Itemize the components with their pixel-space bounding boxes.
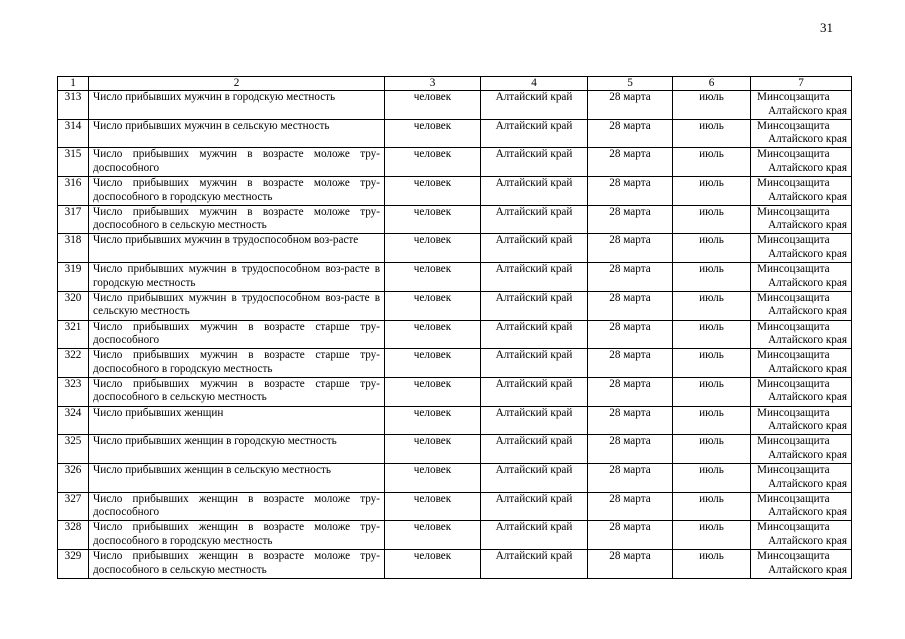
unit-of-measure: человек: [385, 119, 481, 148]
header-row: [58, 77, 852, 91]
row-number: 318: [58, 234, 89, 263]
responsible-body-line2: Алтайского края: [768, 305, 847, 318]
responsible-body-line2: Алтайского края: [768, 391, 847, 404]
responsible-body-line1: Минсоцзащита: [757, 349, 830, 362]
table-row: [58, 435, 852, 464]
responsible-body-line1: Минсоцзащита: [757, 435, 830, 448]
page-number: 31: [820, 20, 833, 35]
responsible-body: [751, 463, 852, 492]
indicator-table: [57, 76, 852, 579]
responsible-body-line1: Минсоцзащита: [757, 377, 830, 390]
responsible-body-line2: Алтайского края: [768, 276, 847, 289]
unit-of-measure: человек: [385, 349, 481, 378]
table-row: [58, 521, 852, 550]
row-number: 324: [58, 406, 89, 435]
unit-of-measure: человек: [385, 234, 481, 263]
indicator-name: Число прибывших мужчин в возрасте моложе тру-доспособного в городскую местность: [89, 177, 385, 206]
region: Алтайский край: [481, 349, 588, 378]
table-row: [58, 177, 852, 206]
period: июль: [673, 349, 751, 378]
deadline-date: 28 марта: [588, 463, 673, 492]
responsible-body: [751, 205, 852, 234]
deadline-date: 28 марта: [588, 521, 673, 550]
responsible-body-line1: Минсоцзащита: [757, 406, 830, 419]
deadline-date: 28 марта: [588, 177, 673, 206]
row-number: 316: [58, 177, 89, 206]
row-number: 321: [58, 320, 89, 349]
table-row: [58, 349, 852, 378]
unit-of-measure: человек: [385, 521, 481, 550]
region: Алтайский край: [481, 492, 588, 521]
responsible-body: [751, 263, 852, 292]
row-number: 317: [58, 205, 89, 234]
responsible-body: [751, 234, 852, 263]
responsible-body-line1: Минсоцзащита: [757, 234, 830, 247]
responsible-body-line2: Алтайского края: [768, 362, 847, 375]
region: Алтайский край: [481, 177, 588, 206]
responsible-body-line2: Алтайского края: [768, 104, 847, 117]
deadline-date: 28 марта: [588, 119, 673, 148]
responsible-body: [751, 550, 852, 579]
row-number: 320: [58, 291, 89, 320]
row-number: 313: [58, 91, 89, 120]
responsible-body-line2: Алтайского края: [768, 448, 847, 461]
period: июль: [673, 377, 751, 406]
period: июль: [673, 234, 751, 263]
indicator-name: Число прибывших мужчин в трудоспособном воз-расте в сельскую местность: [89, 291, 385, 320]
unit-of-measure: человек: [385, 406, 481, 435]
deadline-date: 28 марта: [588, 377, 673, 406]
region: Алтайский край: [481, 463, 588, 492]
region: Алтайский край: [481, 377, 588, 406]
row-number: 327: [58, 492, 89, 521]
indicator-name: Число прибывших мужчин в возрасте моложе тру-доспособного: [89, 148, 385, 177]
responsible-body-line2: Алтайского края: [768, 133, 847, 146]
region: Алтайский край: [481, 119, 588, 148]
period: июль: [673, 492, 751, 521]
row-number: 325: [58, 435, 89, 464]
column-header: 6: [673, 77, 751, 91]
indicator-name: Число прибывших женщин в возрасте моложе тру-доспособного: [89, 492, 385, 521]
responsible-body: [751, 177, 852, 206]
responsible-body: [751, 349, 852, 378]
period: июль: [673, 91, 751, 120]
responsible-body: [751, 406, 852, 435]
period: июль: [673, 263, 751, 292]
table-row: [58, 148, 852, 177]
period: июль: [673, 148, 751, 177]
table-row: [58, 320, 852, 349]
deadline-date: 28 марта: [588, 406, 673, 435]
unit-of-measure: человек: [385, 435, 481, 464]
row-number: 322: [58, 349, 89, 378]
indicator-name: Число прибывших мужчин в возрасте старше тру-доспособного: [89, 320, 385, 349]
indicator-name: Число прибывших мужчин в сельскую местность: [89, 119, 385, 148]
row-number: 319: [58, 263, 89, 292]
indicator-name: Число прибывших женщин в возрасте моложе тру-доспособного в сельскую местность: [89, 550, 385, 579]
row-number: 329: [58, 550, 89, 579]
region: Алтайский край: [481, 320, 588, 349]
period: июль: [673, 320, 751, 349]
unit-of-measure: человек: [385, 320, 481, 349]
table-row: [58, 91, 852, 120]
unit-of-measure: человек: [385, 263, 481, 292]
unit-of-measure: человек: [385, 148, 481, 177]
table-row: [58, 119, 852, 148]
region: Алтайский край: [481, 263, 588, 292]
region: Алтайский край: [481, 550, 588, 579]
responsible-body: [751, 492, 852, 521]
region: Алтайский край: [481, 91, 588, 120]
indicator-name: Число прибывших мужчин в возрасте старше тру-доспособного в городскую местность: [89, 349, 385, 378]
table-row: [58, 263, 852, 292]
responsible-body: [751, 119, 852, 148]
deadline-date: 28 марта: [588, 550, 673, 579]
period: июль: [673, 463, 751, 492]
responsible-body-line1: Минсоцзащита: [757, 263, 830, 276]
responsible-body-line1: Минсоцзащита: [757, 463, 830, 476]
indicator-name: Число прибывших мужчин в трудоспособном воз-расте: [89, 234, 385, 263]
deadline-date: 28 марта: [588, 91, 673, 120]
period: июль: [673, 177, 751, 206]
responsible-body: [751, 91, 852, 120]
responsible-body-line1: Минсоцзащита: [757, 291, 830, 304]
deadline-date: 28 марта: [588, 320, 673, 349]
region: Алтайский край: [481, 521, 588, 550]
responsible-body-line2: Алтайского края: [768, 190, 847, 203]
table-row: [58, 234, 852, 263]
responsible-body-line1: Минсоцзащита: [757, 119, 830, 132]
period: июль: [673, 521, 751, 550]
responsible-body-line2: Алтайского края: [768, 477, 847, 490]
responsible-body-line2: Алтайского края: [768, 534, 847, 547]
column-header: 1: [58, 77, 89, 91]
responsible-body-line2: Алтайского края: [768, 563, 847, 576]
table-row: [58, 205, 852, 234]
period: июль: [673, 550, 751, 579]
responsible-body-line1: Минсоцзащита: [757, 148, 830, 161]
table-row: [58, 463, 852, 492]
unit-of-measure: человек: [385, 91, 481, 120]
deadline-date: 28 марта: [588, 263, 673, 292]
responsible-body-line1: Минсоцзащита: [757, 492, 830, 505]
row-number: 326: [58, 463, 89, 492]
responsible-body: [751, 435, 852, 464]
period: июль: [673, 406, 751, 435]
period: июль: [673, 291, 751, 320]
column-header: 5: [588, 77, 673, 91]
indicator-name: Число прибывших женщин в сельскую местность: [89, 463, 385, 492]
responsible-body-line1: Минсоцзащита: [757, 177, 830, 190]
period: июль: [673, 205, 751, 234]
row-number: 328: [58, 521, 89, 550]
table-row: [58, 492, 852, 521]
region: Алтайский край: [481, 406, 588, 435]
unit-of-measure: человек: [385, 377, 481, 406]
deadline-date: 28 марта: [588, 291, 673, 320]
column-header: 4: [481, 77, 588, 91]
responsible-body-line2: Алтайского края: [768, 248, 847, 261]
responsible-body-line1: Минсоцзащита: [757, 205, 830, 218]
indicator-name: Число прибывших мужчин в городскую местность: [89, 91, 385, 120]
row-number: 323: [58, 377, 89, 406]
indicator-name: Число прибывших мужчин в возрасте моложе тру-доспособного в сельскую местность: [89, 205, 385, 234]
row-number: 315: [58, 148, 89, 177]
unit-of-measure: человек: [385, 177, 481, 206]
responsible-body-line2: Алтайского края: [768, 161, 847, 174]
deadline-date: 28 марта: [588, 234, 673, 263]
region: Алтайский край: [481, 148, 588, 177]
indicator-name: Число прибывших мужчин в трудоспособном воз-расте в городскую местность: [89, 263, 385, 292]
unit-of-measure: человек: [385, 291, 481, 320]
indicator-name: Число прибывших женщин в городскую местность: [89, 435, 385, 464]
table-row: [58, 406, 852, 435]
responsible-body-line1: Минсоцзащита: [757, 550, 830, 562]
unit-of-measure: человек: [385, 550, 481, 579]
responsible-body: [751, 291, 852, 320]
responsible-body: [751, 320, 852, 349]
period: июль: [673, 119, 751, 148]
responsible-body-line1: Минсоцзащита: [757, 320, 830, 333]
responsible-body-line2: Алтайского края: [768, 420, 847, 433]
responsible-body-line2: Алтайского края: [768, 334, 847, 347]
table-row: [58, 550, 852, 579]
region: Алтайский край: [481, 205, 588, 234]
region: Алтайский край: [481, 234, 588, 263]
column-header: 3: [385, 77, 481, 91]
unit-of-measure: человек: [385, 492, 481, 521]
indicator-name: Число прибывших мужчин в возрасте старше тру-доспособного в сельскую местность: [89, 377, 385, 406]
responsible-body: [751, 377, 852, 406]
responsible-body: [751, 148, 852, 177]
deadline-date: 28 марта: [588, 349, 673, 378]
responsible-body-line1: Минсоцзащита: [757, 521, 830, 534]
responsible-body-line1: Минсоцзащита: [757, 91, 830, 103]
column-header: 2: [89, 77, 385, 91]
deadline-date: 28 марта: [588, 435, 673, 464]
table-row: [58, 377, 852, 406]
region: Алтайский край: [481, 435, 588, 464]
region: Алтайский край: [481, 291, 588, 320]
deadline-date: 28 марта: [588, 205, 673, 234]
row-number: 314: [58, 119, 89, 148]
responsible-body: [751, 521, 852, 550]
table-row: [58, 291, 852, 320]
indicator-name: Число прибывших женщин: [89, 406, 385, 435]
column-header: 7: [751, 77, 852, 91]
period: июль: [673, 435, 751, 464]
deadline-date: 28 марта: [588, 148, 673, 177]
unit-of-measure: человек: [385, 463, 481, 492]
responsible-body-line2: Алтайского края: [768, 219, 847, 232]
indicator-name: Число прибывших женщин в возрасте моложе тру-доспособного в городскую местность: [89, 521, 385, 550]
responsible-body-line2: Алтайского края: [768, 506, 847, 519]
deadline-date: 28 марта: [588, 492, 673, 521]
unit-of-measure: человек: [385, 205, 481, 234]
